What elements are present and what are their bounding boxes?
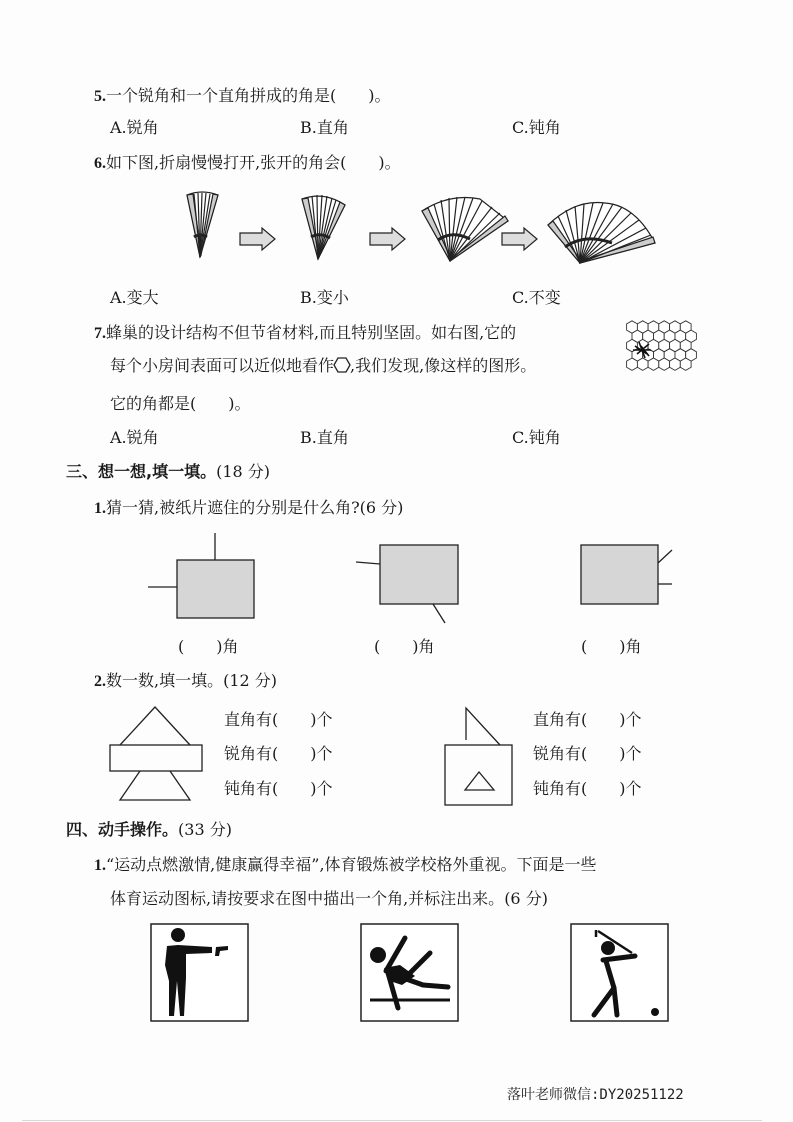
question-number: 7. <box>94 325 106 342</box>
arrow-right-icon <box>370 228 405 250</box>
question-text: 每个小房间表面可以近似地看作 <box>110 356 335 375</box>
answer-blank-1[interactable]: ( )角 <box>178 637 239 656</box>
honeycomb-cell <box>627 358 638 370</box>
section-4-question-1-line-2 <box>110 889 548 909</box>
fan-figure <box>180 185 650 270</box>
count-blank-acute-angles[interactable]: 锐角有( )个 <box>533 744 642 763</box>
answer-blank-2[interactable]: ( )角 <box>374 637 435 656</box>
question-points: (6 分) <box>504 889 548 908</box>
hexagon-icon <box>334 357 350 373</box>
question-number: 6. <box>94 155 106 172</box>
option-c[interactable]: C.钝角 <box>512 118 561 137</box>
count-blank-right-angles[interactable]: 直角有( )个 <box>533 710 642 729</box>
covered-angles-figure <box>140 530 680 630</box>
option-a[interactable]: A.锐角 <box>110 428 159 447</box>
covered-angle-3 <box>581 545 672 604</box>
folding-fan-icon <box>302 195 345 259</box>
question-points: (12 分) <box>223 671 278 690</box>
question-text-line-2: 体育运动图标,请按要求在图中描出一个角,并标注出来。 <box>110 889 505 908</box>
honeycomb-cell <box>637 358 648 370</box>
shooting-pictogram-icon[interactable] <box>150 923 250 1023</box>
honeycomb-cell <box>670 358 681 370</box>
question-5 <box>94 86 391 107</box>
section-3-heading <box>66 462 270 482</box>
question-text-line-1: “运动点燃激情,健康赢得幸福”,体育锻炼被学校格外重视。下面是一些 <box>106 855 597 874</box>
question-7-line-3: 它的角都是( )。 <box>110 394 251 413</box>
count-blank-acute-angles[interactable]: 锐角有( )个 <box>224 744 333 763</box>
question-number: 2. <box>94 673 106 690</box>
covered-angle-1 <box>148 533 254 618</box>
folding-fan-icon <box>187 192 218 257</box>
section-4-heading <box>66 820 232 840</box>
question-text: 猜一猜,被纸片遮住的分别是什么角? <box>106 498 360 517</box>
honeycomb-cell <box>680 358 691 370</box>
question-number: 1. <box>94 857 106 874</box>
honeycomb-cell <box>648 358 659 370</box>
section-title: 四、动手操作。 <box>66 820 179 839</box>
section-3-question-1 <box>94 498 403 519</box>
section-points: (18 分) <box>216 462 271 481</box>
question-text: ,我们发现,像这样的图形。 <box>350 356 537 375</box>
count-blank-right-angles[interactable]: 直角有( )个 <box>224 710 333 729</box>
question-text: 一个锐角和一个直角拼成的角是( )。 <box>106 86 391 105</box>
option-b[interactable]: B.变小 <box>300 288 349 307</box>
question-text: 数一数,填一填。 <box>106 671 224 690</box>
arrow-right-icon <box>502 228 537 250</box>
footer-contact: 落叶老师微信:DY20251122 <box>507 1087 684 1103</box>
option-c[interactable]: C.钝角 <box>512 428 561 447</box>
honeycomb-icon <box>625 320 707 380</box>
count-figure-left <box>105 705 225 805</box>
option-a[interactable]: A.锐角 <box>110 118 159 137</box>
golf-pictogram-icon[interactable] <box>570 923 670 1023</box>
honeycomb-cell <box>659 358 670 370</box>
question-number: 1. <box>94 500 106 517</box>
option-c[interactable]: C.不变 <box>512 288 561 307</box>
section-title: 三、想一想,填一填。 <box>66 462 217 481</box>
section-4-question-1 <box>94 855 597 876</box>
answer-blank-3[interactable]: ( )角 <box>581 637 642 656</box>
arrow-right-icon <box>240 228 275 250</box>
count-blank-obtuse-angles[interactable]: 钝角有( )个 <box>224 779 333 798</box>
question-7 <box>94 323 516 344</box>
gymnastics-pictogram-icon[interactable] <box>360 923 460 1023</box>
question-number: 5. <box>94 88 106 105</box>
question-points: (6 分) <box>359 498 404 517</box>
folding-fan-icon <box>422 197 508 261</box>
option-b[interactable]: B.直角 <box>300 118 349 137</box>
question-text: 如下图,折扇慢慢打开,张开的角会( )。 <box>106 153 401 172</box>
count-figure-right <box>440 705 520 805</box>
count-blank-obtuse-angles[interactable]: 钝角有( )个 <box>533 779 642 798</box>
question-7-line-2 <box>110 356 536 376</box>
question-6 <box>94 153 401 174</box>
bottom-rule <box>22 1120 762 1121</box>
section-3-question-2 <box>94 671 277 692</box>
section-points: (33 分) <box>178 820 232 839</box>
option-a[interactable]: A.变大 <box>110 288 159 307</box>
option-b[interactable]: B.直角 <box>300 428 349 447</box>
covered-angle-2 <box>356 545 458 623</box>
question-text-line-1: 蜂巢的设计结构不但节省材料,而且特别坚固。如右图,它的 <box>106 323 517 342</box>
folding-fan-icon <box>548 202 655 263</box>
